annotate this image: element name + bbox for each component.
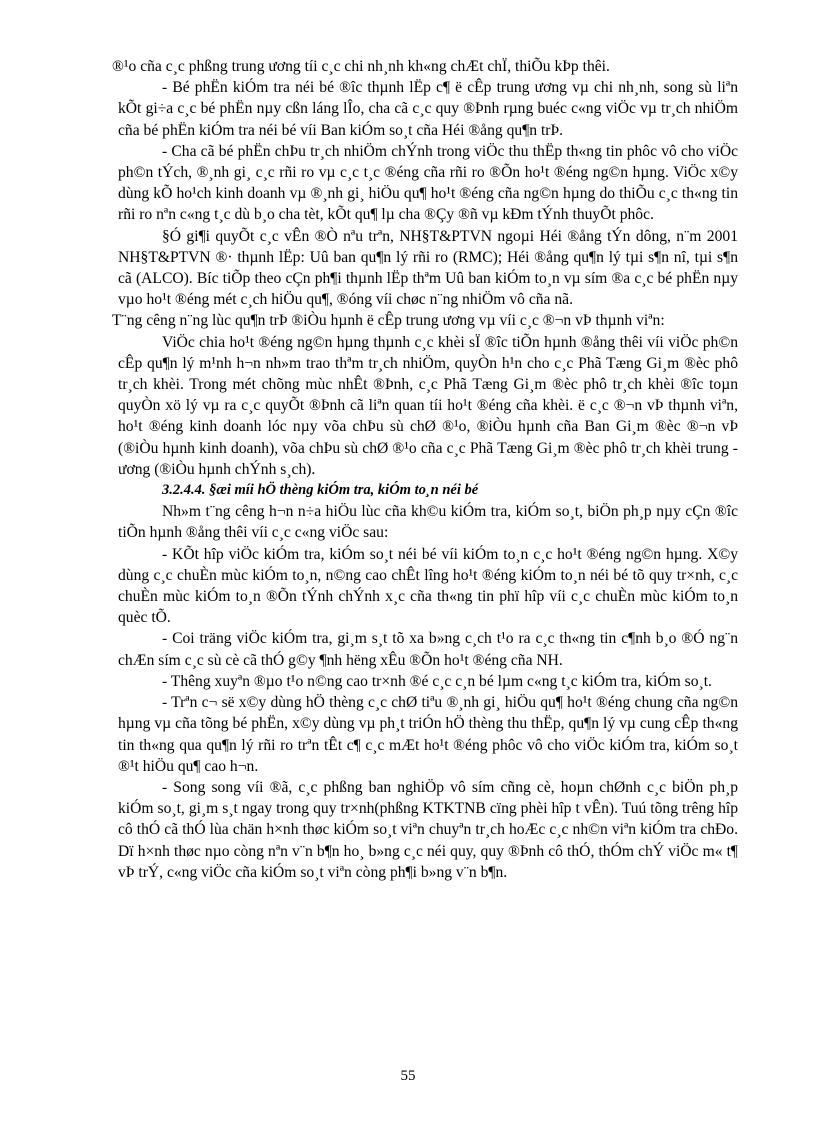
paragraph-11: - Thêng xuyªn ®µo t¹o n©ng cao tr×nh ®é c¸c c¸n bé lµm c«ng t¸c kiÓm tra, kiÓm so¸t. xyxy=(162,672,712,690)
paragraph-6: ViÖc chia ho¹t ®éng ng©n hµng thµnh c¸c khèi sÏ ®îc tiÕn hµnh ®ång thêi víi viÖc ph©n cÊp qu¶n lý m¹nh h¬n nh»m trao thªm tr¸ch nhiÖm, quyÒn h¹n cho c¸c Phã Tæng Gi¸m ®èc phô tr¸ch khèi. Trong mét chõng mùc nhÊt ®Þnh, c¸c Phã Tæng Gi¸m ®èc phô tr¸ch khèi ®îc toµn quyÒn xö lý vµ ra c¸c quyÕt ®Þnh cã liªn quan tíi ho¹t ®éng cña khèi. ë c¸c ®¬n vÞ thµnh viªn, ho¹t ®éng kinh doanh lóc nµy võa chÞu sù chØ ®¹o, ®iÒu hµnh cña Ban Gi¸m ®èc ®¬n vÞ (®iÒu hµnh kinh doanh), võa chÞu sù chØ ®¹o cña c¸c Phã Tæng Gi¸m ®èc phô tr¸ch khèi trung ương (®iÒu hµnh chÝnh s¸ch). xyxy=(118,333,738,478)
page-number: 55 xyxy=(400,1068,416,1084)
paragraph-2: - Bé phËn kiÓm tra néi bé ®îc thµnh lËp c¶ ë cÊp trung ương vµ chi nh¸nh, song sù liªn kÕt gi÷a c¸c bé phËn nµy cßn láng lÎo, cha cã c¸c quy ®Þnh rµng buéc c«ng viÖc vµ tr¸ch nhiÖm cña bé phËn kiÓm tra néi bé víi Ban kiÓm so¸t cña Héi ®ång qu¶n trÞ. xyxy=(118,79,738,139)
paragraph-8: Nh»m t¨ng cêng h¬n n÷a hiÖu lùc cña kh©u kiÓm tra, kiÓm so¸t, biÖn ph¸p nµy cÇn ®îc tiÕn hµnh ®ång thêi víi c¸c c«ng viÖc sau: xyxy=(118,503,738,542)
paragraph-10: - Coi träng viÖc kiÓm tra, gi¸m s¸t tõ xa b»ng c¸ch t¹o ra c¸c th«ng tin c¶nh b¸o ®Ó ng¨n chÆn sím c¸c sù cè cã thÓ g©y ¶nh hëng xÊu ®Õn ho¹t ®éng cña NH. xyxy=(118,630,738,669)
paragraph-13: - Song song víi ®ã, c¸c phßng ban nghiÖp vô sím cñng cè, hoµn chØnh c¸c biÖn ph¸p kiÓm so¸t, gi¸m s¸t ngay trong quy tr×nh(phßng KTKTNB cïng phèi hîp t vÊn). Tuú tõng trêng hîp cô thÓ cã thÓ lùa chän h×nh thøc kiÓm so¸t viªn chuyªn tr¸ch hoÆc c¸c nh©n viªn kiÓm tra chÐo. Dï h×nh thøc nµo còng nªn v¨n b¶n ho¸ b»ng c¸c néi quy, quy ®Þnh cô thÓ, thÓm chÝ viÖc m« t¶ vÞ trÝ, c«ng viÖc cña kiÓm so¸t viªn còng ph¶i b»ng v¨n b¶n. xyxy=(118,778,738,881)
paragraph-12: - Trªn c¬ së x©y dùng hÖ thèng c¸c chØ tiªu ®¸nh gi¸ hiÖu qu¶ ho¹t ®éng chung cña ng©n hµng vµ cña tõng bé phËn, x©y dùng vµ ph¸t triÓn hÖ thèng thu thËp, qu¶n lý vµ cung cÊp th«ng tin th«ng qua qu¶n lý rñi ro trªn tÊt c¶ c¸c mÆt ho¹t ®éng phôc vô cho viÖc kiÓm tra, kiÓm so¸t ®¹t hiÖu qu¶ cao h¬n. xyxy=(118,694,738,775)
section-heading: 3.2.4.4. §æi míi hÖ thèng kiÓm tra, kiÓm to¸n néi bé xyxy=(162,482,479,499)
paragraph-1: ®¹o cña c¸c phßng trung ương tíi c¸c chi nh¸nh kh«ng chÆt chÏ, thiÕu kÞp thêi. xyxy=(112,58,610,75)
paragraph-3: - Cha cã bé phËn chÞu tr¸ch nhiÖm chÝnh trong viÖc thu thËp th«ng tin phôc vô cho viÖc ph©n tÝch, ®¸nh gi¸ c¸c rñi ro vµ c¸c t¸c ®éng cña rñi ro ®Õn ho¹t ®éng ng©n hµng. ViÖc x©y dùng kÕ ho¹ch kinh doanh vµ ®¸nh gi¸ hiÖu qu¶ ho¹t ®éng cña ng©n hµng do thiÕu c¸c th«ng tin rñi ro nªn c«ng t¸c dù b¸o cha tèt, kÕt qu¶ lµ cha ®Çy ®ñ vµ kÐm tÝnh thuyÕt phôc. xyxy=(118,142,738,224)
paragraph-9: - KÕt hîp viÖc kiÓm tra, kiÓm so¸t néi bé víi kiÓm to¸n c¸c ho¹t ®éng ng©n hµng. X©y dùng c¸c chuÈn mùc kiÓm to¸n, n©ng cao chÊt lîng ho¹t ®éng kiÓm to¸n néi bé tõ quy tr×nh, c¸c chuÈn mùc kiÓm to¸n ®Õn tÝnh chÝnh x¸c cña th«ng tin phï hîp víi c¸c chuÈn mùc kiÓm to¸n quèc tÕ. xyxy=(118,545,738,627)
document-body xyxy=(112,56,738,883)
paragraph-5: T¨ng cêng n¨ng lùc qu¶n trÞ ®iÒu hµnh ë cÊp trung ương vµ víi c¸c ®¬n vÞ thµnh viªn: xyxy=(112,312,665,330)
paragraph-4: §Ó gi¶i quyÕt c¸c vÊn ®Ò nªu trªn, NH§T&PTVN ngoµi Héi ®ång tÝn dông, n¨m 2001 NH§T&PTVN ®· thµnh lËp: Uû ban qu¶n lý rñi ro (RMC); Héi ®ång qu¶n lý tµi s¶n nî, tµi s¶n cã (ALCO). Bíc tiÕp theo cÇn ph¶i thµnh lËp thªm Uû ban kiÓm to¸n vµ sím ®a c¸c bé phËn nµy vµo ho¹t ®éng mét c¸ch hiÖu qu¶, ®óng víi chøc n¨ng nhiÖm vô cña nã. xyxy=(118,227,738,309)
